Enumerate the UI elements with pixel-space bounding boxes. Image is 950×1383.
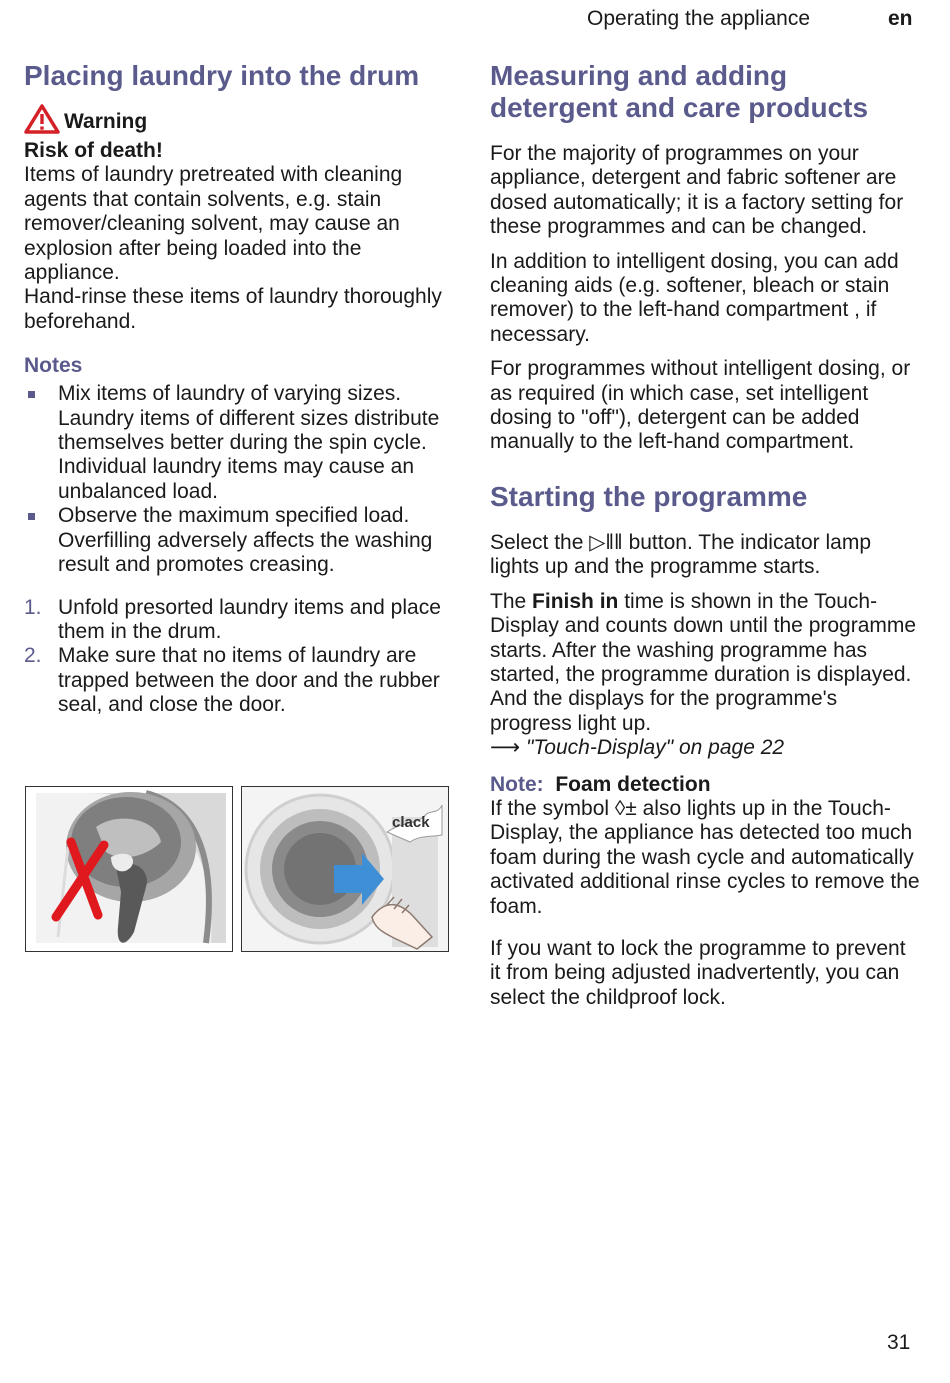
detergent-paragraph-3: For programmes without intelligent dosing, or as required (in which case, set intelligent dosing to "off"), detergent can be added manually to the left-hand compartment. <box>490 357 911 454</box>
step-number: 2. <box>24 644 42 668</box>
text-segment: also lights up in the Touch-Display, the appliance has detected too much foam during the wash cycle and automatically activated additional rinse cycles to remove the foam. <box>490 796 920 918</box>
bullet-square-icon <box>28 391 35 398</box>
note-text: Mix items of laundry of varying sizes. Laundry items of different sizes distribute themselves better during the spin cycle. Individual laundry items may cause an unbalanced load. <box>58 382 440 503</box>
text-segment: The <box>490 589 533 613</box>
foam-paragraph <box>490 797 920 919</box>
foam-detection-icon: ◊± <box>614 796 637 820</box>
step-text: Make sure that no items of laundry are trapped between the door and the rubber seal, and close the door. <box>58 644 440 717</box>
bullet-square-icon <box>28 513 35 520</box>
finish-in-label: Finish in <box>532 589 619 613</box>
right-column <box>490 60 920 1010</box>
note-label: Note: <box>490 772 544 796</box>
text-segment: button. The indicator lamp lights up and the programme starts. <box>490 530 871 579</box>
step-text: Unfold presorted laundry items and place them in the drum. <box>58 595 441 643</box>
arrow-right-icon: ⟶ <box>490 736 521 760</box>
illustration-close-door <box>241 786 449 952</box>
note-title: Foam detection <box>555 772 711 796</box>
warning-header <box>24 104 454 139</box>
section-title-starting: Starting the programme <box>490 480 808 512</box>
clack-label: clack <box>392 814 430 831</box>
note-item <box>24 504 454 577</box>
step-item <box>24 596 454 645</box>
cross-reference-touch-display: "Touch-Display" on page 22 <box>525 736 785 760</box>
section-title-placing-laundry: Placing laundry into the drum <box>24 60 420 91</box>
note-heading <box>490 773 920 797</box>
detergent-paragraph-2: In addition to intelligent dosing, you can add cleaning aids (e.g. softener, bleach or stain remover) to the left-hand compartment , if necessary. <box>490 249 899 346</box>
warning-label: Warning <box>64 109 148 133</box>
text-segment: Select the <box>490 530 590 554</box>
warning-body: Items of laundry pretreated with cleaning agents that contain solvents, e.g. stain remover/cleaning solvent, may cause an explosion after being loaded into the appliance. <box>24 163 403 285</box>
starting-paragraph-2 <box>490 590 920 761</box>
start-pause-icon: ▷ǁǁ <box>589 530 623 554</box>
text-segment: If the symbol <box>490 796 615 820</box>
page-number: 31 <box>887 1331 911 1354</box>
illustrations <box>25 786 449 952</box>
note-text: Observe the maximum specified load. Overfilling adversely affects the washing result and promotes creasing. <box>58 504 433 577</box>
step-item <box>24 644 454 717</box>
detergent-paragraph-1: For the majority of programmes on your appliance, detergent and fabric softener are dosed automatically; it is a factory setting for these programmes and can be changed. <box>490 142 904 239</box>
note-item <box>24 382 454 504</box>
text-segment: time is shown in the Touch-Display and counts down until the programme starts. After the washing programme has started, the programme duration is displayed. And the displays for the programme's progress light up. <box>490 589 917 735</box>
step-number: 1. <box>24 595 42 619</box>
warning-action: Hand-rinse these items of laundry thoroughly beforehand. <box>24 285 442 333</box>
steps-list <box>24 596 454 718</box>
starting-paragraph-1 <box>490 531 920 580</box>
illustration-laundry-trapped <box>25 786 233 952</box>
notes-title: Notes <box>24 354 83 378</box>
notes-list <box>24 382 454 577</box>
header-language: en <box>888 7 913 30</box>
header-section-title: Operating the appliance <box>587 7 810 30</box>
childproof-paragraph: If you want to lock the programme to prevent it from being adjusted inadvertently, you can select the childproof lock. <box>490 936 906 1009</box>
section-title-detergent: Measuring and adding detergent and care products <box>490 60 869 123</box>
warning-risk: Risk of death! <box>24 139 163 162</box>
warning-triangle-icon <box>24 104 60 139</box>
left-column <box>24 60 454 718</box>
